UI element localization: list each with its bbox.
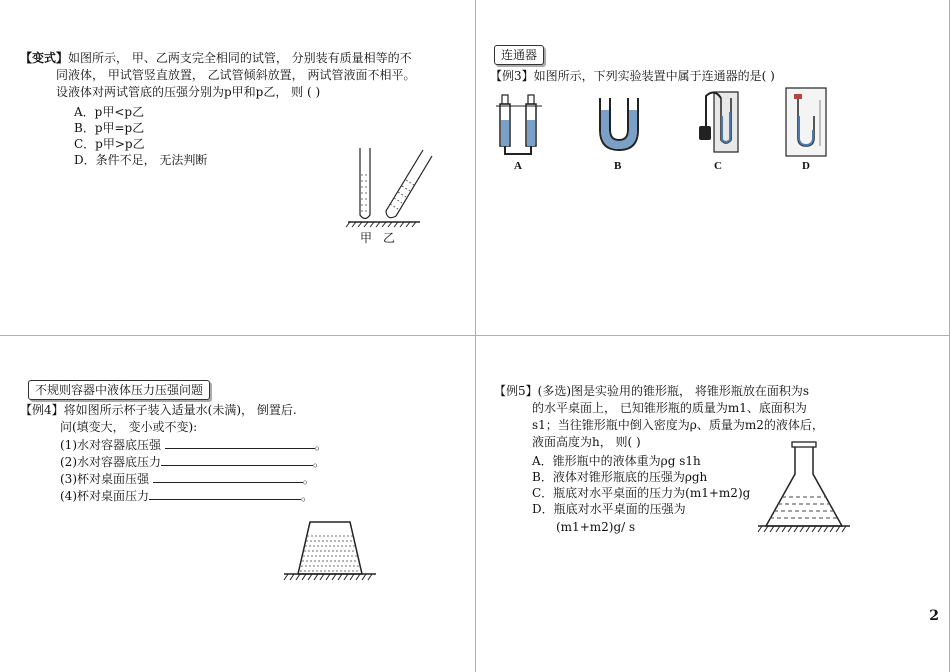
example-5-option-d-formula: (m1+m2)g/ s — [556, 520, 636, 534]
fill-item-2-end: 。 — [313, 455, 326, 469]
answer-blank-3[interactable] — [153, 470, 303, 483]
example-5-option-d: D．瓶底对水平桌面的压强为 — [532, 502, 686, 516]
fill-item-3-label: (3)杯对桌面压强 — [60, 472, 149, 486]
variant-option-b: B．p甲=p乙 — [74, 121, 145, 135]
example-5-option-b: B．液体对锥形瓶底的压强为ρgh — [532, 470, 708, 484]
fill-item-1-end: 。 — [314, 438, 327, 452]
label-c: C — [714, 160, 722, 172]
variant-line-2: 同液体， 甲试管竖直放置， 乙试管倾斜放置， 两试管液面不相平。 — [56, 68, 416, 82]
apparatus-c-figure — [694, 86, 744, 156]
variant-text-1: 如图所示， 甲、乙两支完全相同的试管， 分别装有质量相等的不 — [68, 51, 412, 65]
apparatus-d-figure — [782, 86, 832, 158]
fill-item-1 — [60, 436, 327, 454]
example-5-line-2: 的水平桌面上， 已知锥形瓶的质量为m1、底面积为 — [532, 401, 807, 415]
fill-item-3-end: 。 — [302, 472, 315, 486]
example-5-line-4: 液面高度为h， 则( ) — [532, 435, 641, 449]
answer-blank-1[interactable] — [165, 436, 315, 449]
fill-item-2-label: (2)水对容器底压力 — [60, 455, 161, 469]
example-5-line-1: 【例5】(多选)图是实验用的锥形瓶， 将锥形瓶放在面积为s — [494, 384, 809, 398]
tube-label-yi: 乙 — [383, 231, 396, 245]
cup-figure — [280, 518, 380, 584]
slide-variant-question — [0, 0, 476, 336]
variant-option-a: A．p甲<p乙 — [74, 105, 145, 119]
fill-item-1-label: (1)水对容器底压强 — [60, 438, 161, 452]
variant-option-c: C．p甲>p乙 — [74, 137, 145, 151]
fill-item-4-end: 。 — [301, 489, 314, 503]
page-number: 2 — [929, 608, 939, 624]
apparatus-b-figure — [594, 96, 644, 156]
example-3-question: 【例3】如图所示，下列实验装置中属于连通器的是( ) — [490, 69, 775, 83]
example-4-line-1: 【例4】将如图所示杯子装入适量水(未满)， 倒置后. — [20, 403, 297, 417]
fill-item-2 — [60, 453, 325, 471]
variant-line-1 — [20, 50, 412, 67]
example-5-option-a: A．锥形瓶中的液体重为ρg s1h — [532, 454, 701, 468]
conical-flask-figure — [754, 440, 854, 540]
label-d: D — [802, 160, 810, 172]
tube-label-jia: 甲 — [360, 231, 373, 245]
label-b: B — [614, 160, 622, 172]
answer-blank-4[interactable] — [149, 487, 301, 500]
section-box-connector: 连通器 — [494, 45, 544, 65]
variant-option-d: D．条件不足， 无法判断 — [74, 153, 208, 167]
section-box-irregular-container: 不规则容器中液体压力压强问题 — [28, 380, 210, 400]
example-4-line-2: 问(填变大， 变小或不变): — [60, 420, 198, 434]
example-5-option-c: C．瓶底对水平桌面的压力为(m1+m2)g — [532, 486, 751, 500]
apparatus-a-figure — [494, 90, 544, 160]
fill-item-4-label: (4)杯对桌面压力 — [60, 489, 149, 503]
fill-item-3 — [60, 470, 315, 488]
slide-example-4 — [0, 336, 476, 672]
label-a: A — [514, 160, 522, 172]
variant-line-3: 设液体对两试管底的压强分别为p甲和p乙， 则 ( ) — [56, 85, 321, 99]
fill-item-4 — [60, 487, 313, 505]
answer-blank-2[interactable] — [161, 453, 313, 466]
slide-example-5 — [476, 336, 950, 672]
example-5-line-3: s1；当往锥形瓶中倒入密度为ρ、质量为m2的液体后， — [532, 418, 824, 432]
slide-example-3 — [476, 0, 950, 336]
variant-tag: 【变式】 — [20, 51, 69, 65]
